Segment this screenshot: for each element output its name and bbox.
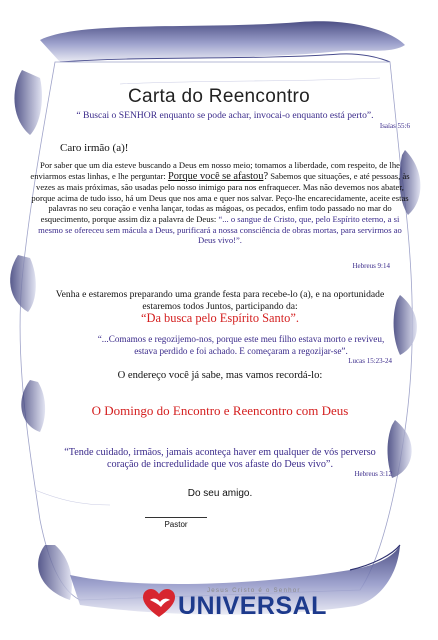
letter-body-paragraph (30, 160, 410, 246)
logo-tagline: Jesus Cristo é o Senhor (207, 587, 301, 594)
body-intro-text: Por saber que um dia esteve buscando a Deus em nosso meio; tomamos a liberdade, com respeito, de lhe enviarmos estas linhas, e lhe perguntar: (30, 160, 400, 181)
greeting: Caro irmão (a)! (60, 142, 129, 154)
event-name: “Da busca pelo Espírito Santo”. (141, 311, 299, 325)
invitation-text: Venha e estaremos preparando uma grande festa para recebe-lo (a), e na oportunidade estaremos todos Juntos, participando da: (55, 289, 385, 312)
letter-title: Carta do Reencontro (127, 86, 311, 107)
logo-name: UNIVERSAL (178, 592, 327, 620)
luke-verse-reference: Lucas 15:23-24 (348, 357, 392, 365)
signature-label: Pastor (164, 520, 188, 529)
opening-verse-reference: Isaías 55:6 (379, 122, 410, 130)
luke-verse: “...Comamos e regozijemo-nos, porque este meu filho estava morto e reviveu, estava perdido e foi achado. E começaram a regozijar-se”. (97, 334, 385, 356)
heart-dove-icon (142, 589, 176, 619)
signature-line (145, 517, 207, 518)
hebrews-verse: “Tende cuidado, irmãos, jamais aconteça haver em qualquer de vós perverso coração de incredulidade que vos afaste do Deus vivo”. (64, 447, 376, 470)
meeting-name: O Domingo do Encontro e Reencontro com Deus (91, 403, 349, 418)
address-line: O endereço você já sabe, mas vamos recordá-lo: (117, 370, 323, 381)
question-highlight: Porque você se afastou (167, 170, 264, 182)
closing-line: Do seu amigo. (187, 488, 253, 499)
hebrews-verse-reference: Hebreus 3:12 (354, 470, 392, 478)
body-quoted-verse: “... o sangue de Cristo, que, pelo Espírito eterno, a si mesmo se ofereceu sem mácula a Deus, purificará a nossa consciência de obras mortas, para servirmos ao Deus vivo!”. (38, 213, 402, 246)
body-continued-text: Sabemos que situações, e até pessoas, às vezes as mais próximas, são usadas pelo nosso inimigo para nos enfraquecer. Mas não devemos nos abater, porque acima de tudo isso, há um Deus que nos ama e quer nos salvar. Peço-lhe encarecidamente, aceite estas palavras no seu coração e venha lançar, todas as mágoas, os pecados, enfim todo passado no mar do esquecimento, porque assim diz a palavra de Deus: (31, 170, 410, 224)
opening-verse: “ Buscai o SENHOR enquanto se pode achar, invocai-o enquanto está perto”. (76, 110, 374, 121)
body-verse-reference: Hebreus 9:14 (352, 262, 390, 270)
question-mark: ? (263, 170, 269, 182)
